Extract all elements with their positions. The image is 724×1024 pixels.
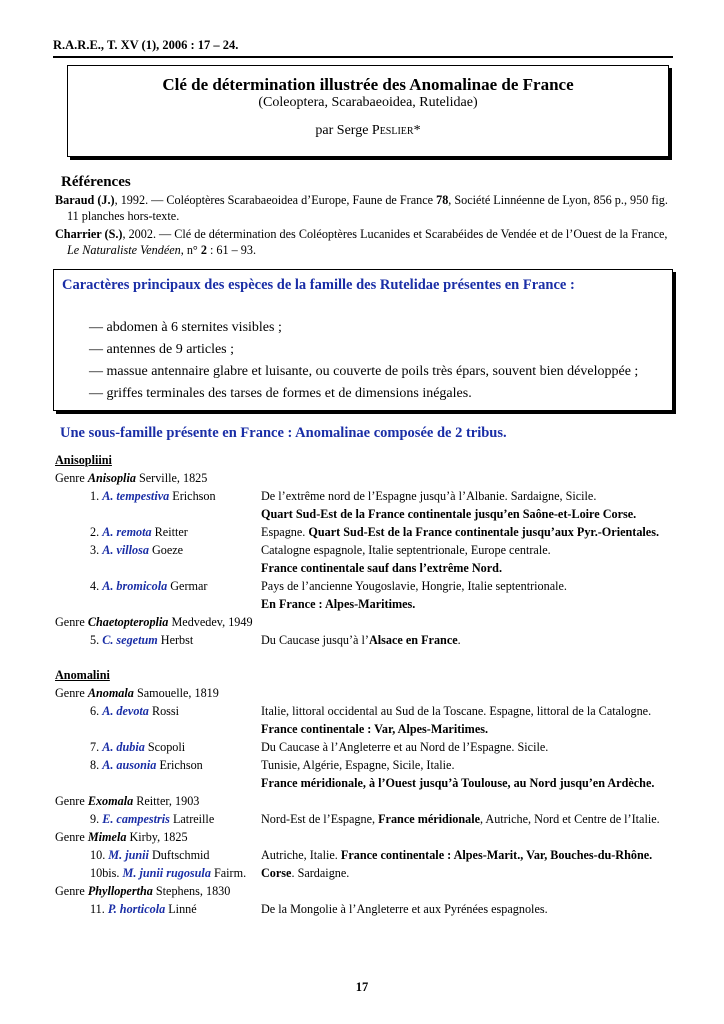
species-1 [90,489,216,504]
species-number: 9. [90,812,103,826]
reference-text: : 61 – 93. [206,242,257,257]
distribution-france: France continentale : Alpes-Marit., Var, Bouches-du-Rhône. [340,848,653,862]
species-name: E. campestris [102,812,170,826]
character-item: — massue antennaire glabre et luisante, ou couverte de poils très épars, souvent bien développée ; [89,364,639,379]
distribution-text: Espagne. [261,525,309,539]
species-name: C. segetum [102,633,158,647]
species-number: 10bis. [90,866,123,880]
species-3 [90,543,183,558]
species-name: A. tempestiva [102,489,170,503]
reference-volume: 2 [200,242,207,257]
distribution [261,525,659,540]
tribe-anomalini: Anomalini [55,668,110,682]
author-line [68,123,668,139]
article-subtitle: (Coleoptera, Scarabaeoidea, Rutelidae) [258,95,478,110]
distribution-france: France continentale : Var, Alpes-Maritimes. [261,722,489,736]
reference-journal: Le Naturaliste Vendéen [67,242,181,257]
species-number: 4. [90,579,103,593]
species-authority: Erichson [169,489,216,503]
species-authority: Linné [165,902,197,916]
genus-chaetopteroplia [55,615,253,630]
species-name: A. villosa [102,543,149,557]
species-authority: Erichson [156,758,203,772]
character-item: — antennes de 9 articles ; [89,342,235,357]
distribution-text: . Sardaigne. [291,866,350,880]
distribution [261,848,652,863]
genus-prefix: Genre [55,686,88,700]
genus-prefix: Genre [55,794,88,808]
species-number: 6. [90,704,103,718]
species-7 [90,740,185,755]
genus-mimela [55,830,188,845]
title-box [67,65,669,157]
species-number: 3. [90,543,103,557]
distribution-text: Du Caucase jusqu’à l’ [261,633,369,647]
distribution-france: Corse [261,866,292,880]
species-name: A. devota [102,704,149,718]
author-prefix: par Serge [315,123,372,138]
page-number: 17 [355,980,369,994]
species-name: A. ausonia [102,758,157,772]
genus-authority: Samouelle, 1819 [133,686,219,700]
genus-authority: Medvedev, 1949 [168,615,253,629]
distribution [261,633,461,648]
species-name: A. bromicola [102,579,168,593]
distribution: Catalogne espagnole, Italie septentrionale, Europe centrale. [261,543,551,557]
distribution-france: France méridionale [378,812,480,826]
reference-baraud [55,193,675,224]
family-heading: Une sous-famille présente en France : Anomalinae composée de 2 tribus. [60,425,507,441]
species-authority: Germar [167,579,208,593]
species-authority: Rossi [148,704,180,718]
species-6 [90,704,179,719]
genus-authority: Stephens, 1830 [152,884,231,898]
species-authority: Scopoli [144,740,186,754]
species-name: A. remota [102,525,152,539]
journal-header: R.A.R.E., T. XV (1), 2006 : 17 – 24. [53,38,239,52]
genus-authority: Serville, 1825 [135,471,208,485]
distribution [261,812,660,827]
references-heading: Références [61,174,131,190]
species-name: P. horticola [107,902,166,916]
reference-text: , 2002. — Clé de détermination des Coléoptères Lucanides et Scarabéides de Vendée et de l’Ouest de la France, [122,227,668,241]
species-authority: Latreille [169,812,215,826]
distribution-text: . [457,633,461,647]
reference-author: Charrier (S.) [55,227,123,241]
genus-prefix: Genre [55,830,88,844]
genus-authority: Kirby, 1825 [126,830,188,844]
distribution-text: Nord-Est de l’Espagne, [261,812,379,826]
genus-name: Mimela [87,830,127,844]
species-5 [90,633,193,648]
genus-name: Phyllopertha [87,884,153,898]
species-authority: Goeze [148,543,184,557]
genus-phyllopertha [55,884,230,899]
species-9 [90,812,214,827]
distribution-france: France continentale sauf dans l’extrême Nord. [261,561,503,575]
distribution: Italie, littoral occidental au Sud de la Toscane. Espagne, littoral de la Catalogne. [261,704,652,718]
species-10 [90,848,210,863]
species-11 [90,902,197,917]
species-10bis [90,866,246,881]
author-suffix: * [413,123,421,138]
reference-charrier [55,227,675,258]
article-title: Clé de détermination illustrée des Anomalinae de France [162,75,574,94]
reference-text: , 1992. — Coléoptères Scarabaeoidea d’Europe, Faune de France [114,193,437,207]
genus-name: Anisoplia [87,471,136,485]
character-item: — abdomen à 6 sternites visibles ; [89,320,282,335]
character-item: — griffes terminales des tarses de formes et de dimensions inégales. [89,386,472,401]
distribution: Tunisie, Algérie, Espagne, Sicile, Italie. [261,758,455,772]
species-number: 10. [90,848,109,862]
genus-name: Anomala [87,686,134,700]
reference-author: Baraud (J.) [55,193,115,207]
distribution-text: , Autriche, Nord et Centre de l’Italie. [479,812,660,826]
distribution-france: Quart Sud-Est de la France continentale jusqu’en Saône-et-Loire Corse. [261,507,637,521]
reference-text: , n° [180,242,201,257]
genus-prefix: Genre [55,615,88,629]
characters-title: Caractères principaux des espèces de la famille des Rutelidae présentes en France : [62,277,575,293]
genus-prefix: Genre [55,884,88,898]
reference-text: 11 planches hors-texte. [67,208,180,223]
species-number: 1. [90,489,103,503]
distribution-text: Autriche, Italie. [261,848,341,862]
characters-box [53,269,673,411]
species-number: 7. [90,740,103,754]
species-name: M. junii [108,848,149,862]
distribution-france: Quart Sud-Est de la France continentale jusqu’aux Pyr.-Orientales. [308,525,660,539]
distribution-france: En France : Alpes-Maritimes. [261,597,416,611]
genus-anisoplia [55,471,207,486]
species-4 [90,579,207,594]
tribe-anisopliini: Anisopliini [55,453,112,467]
species-name: A. dubia [102,740,145,754]
reference-volume: 78 [436,193,449,207]
genus-name: Chaetopteroplia [87,615,169,629]
species-number: 11. [90,902,108,916]
species-number: 8. [90,758,103,772]
species-number: 2. [90,525,103,539]
distribution: Du Caucase à l’Angleterre et au Nord de l’Espagne. Sicile. [261,740,549,754]
reference-text: , Société Linnéenne de Lyon, 856 p., 950 fig. [448,193,668,207]
species-authority: Reitter [151,525,188,539]
genus-name: Exomala [87,794,134,808]
distribution: De la Mongolie à l’Angleterre et aux Pyrénées espagnoles. [261,902,548,916]
distribution-france: Alsace en France [368,633,458,647]
species-number: 5. [90,633,103,647]
distribution: Pays de l’ancienne Yougoslavie, Hongrie, Italie septentrionale. [261,579,567,593]
species-name: M. junii rugosula [122,866,211,880]
header-rule [53,56,673,58]
species-8 [90,758,203,773]
distribution [261,866,349,881]
species-authority: Herbst [157,633,194,647]
species-authority: Fairm. [210,866,247,880]
genus-prefix: Genre [55,471,88,485]
genus-exomala [55,794,199,809]
distribution: De l’extrême nord de l’Espagne jusqu’à l’Albanie. Sardaigne, Sicile. [261,489,597,503]
species-2 [90,525,188,540]
author-surname: Peslier [371,123,414,138]
genus-anomala [55,686,219,701]
genus-authority: Reitter, 1903 [133,794,200,808]
species-authority: Duftschmid [148,848,210,862]
distribution-france: France méridionale, à l’Ouest jusqu’à Toulouse, au Nord jusqu’en Ardèche. [261,776,655,790]
